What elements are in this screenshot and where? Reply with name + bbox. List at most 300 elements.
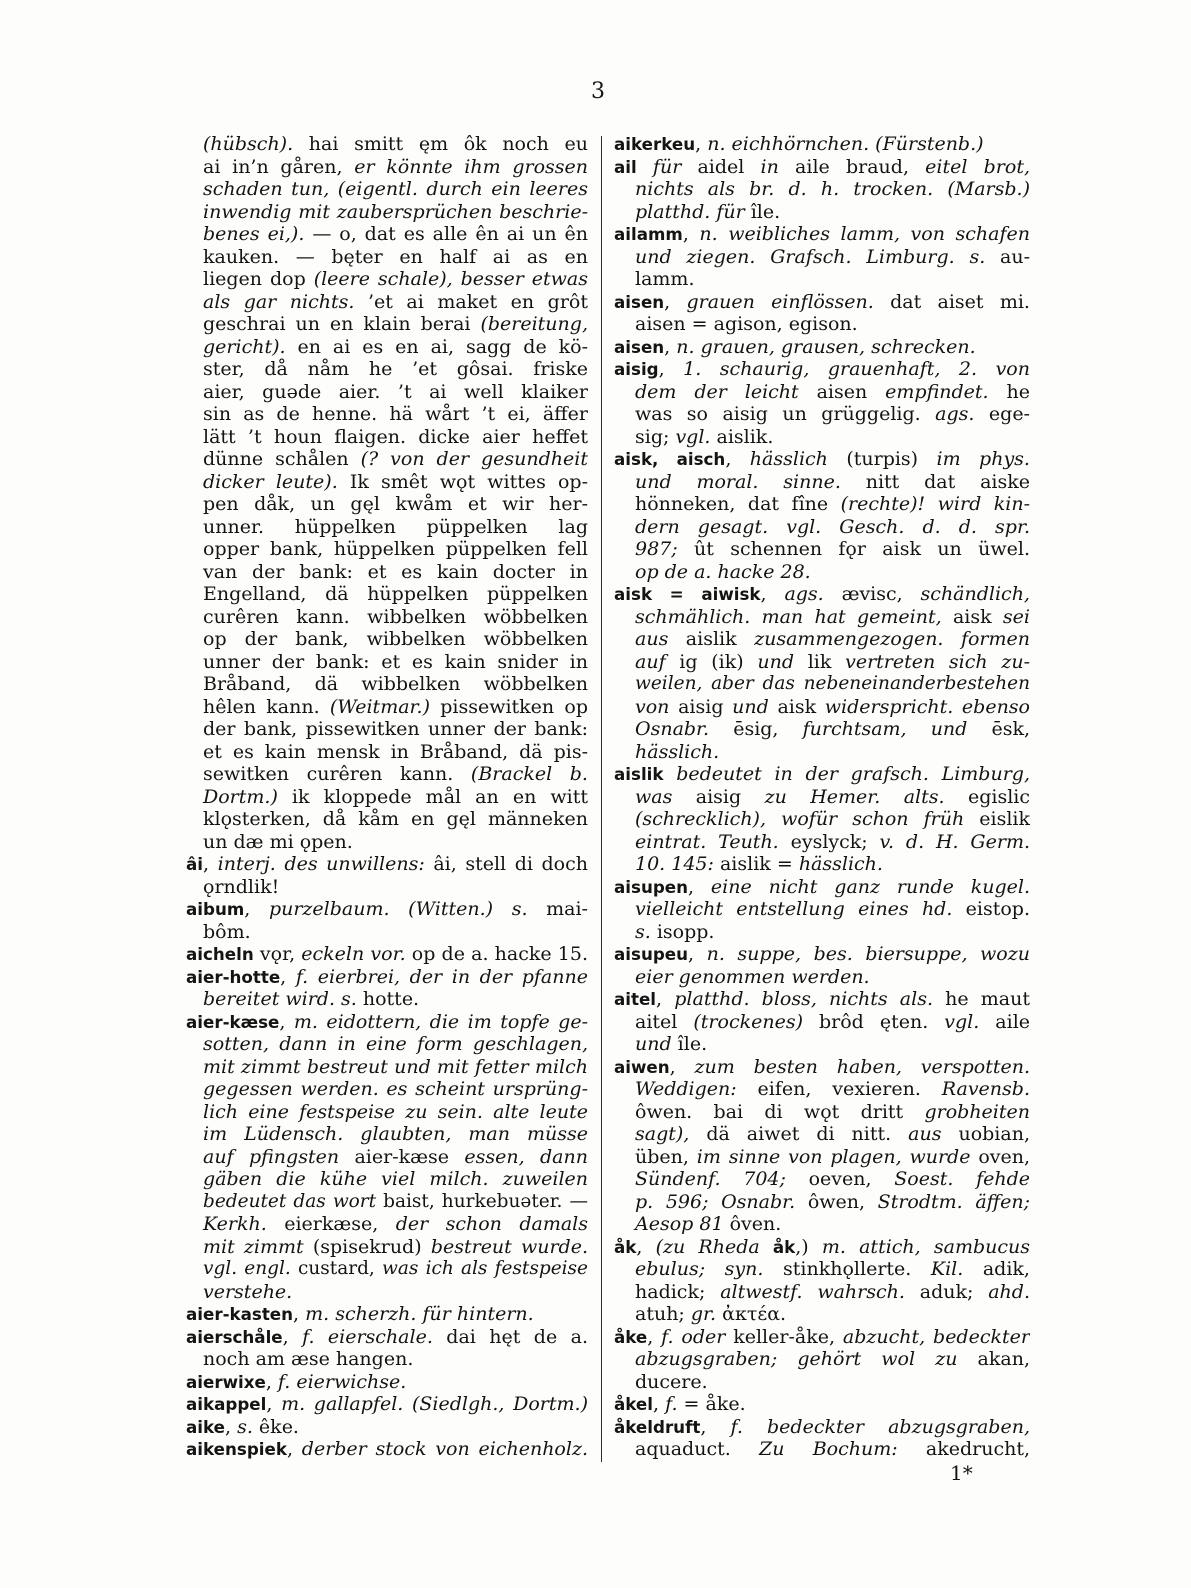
dictionary-line [186, 786, 588, 809]
italic-gloss: vgl. engl. [203, 1258, 291, 1279]
roman-text: aisk [941, 605, 1003, 628]
roman-text: ig (ik) [665, 650, 758, 673]
italic-gloss: als gar nichts. [203, 290, 355, 313]
dictionary-line [614, 313, 1030, 336]
entry-start-line [614, 223, 1030, 246]
headword: aisupen [614, 876, 689, 897]
italic-gloss: f. eierschale. [302, 1325, 433, 1348]
dictionary-line [186, 831, 588, 854]
dictionary-line [614, 1101, 1030, 1124]
roman-text: sewitken curêren kann. [203, 763, 471, 785]
roman-text: ēsig, [709, 718, 803, 740]
entry-start-line [614, 943, 1030, 966]
dictionary-line [614, 1371, 1030, 1394]
roman-text: nitt dat aiske [840, 470, 1030, 493]
italic-gloss: s. [635, 920, 651, 943]
italic-gloss: (trockenes) [693, 1010, 803, 1033]
roman-text: aidel [681, 155, 761, 178]
italic-gloss: ahd. [988, 1280, 1030, 1303]
headword: aike [186, 1416, 225, 1437]
dictionary-line [186, 763, 588, 786]
italic-gloss: zusammengezogen. formen [754, 628, 1030, 650]
roman-text: — o, dat es alle ên ai un ên [304, 223, 588, 245]
roman-text: üben, [635, 1145, 697, 1168]
roman-text: bôm. [203, 920, 251, 943]
dictionary-line [186, 1281, 588, 1304]
headword: aierschåle [186, 1326, 283, 1347]
roman-text: dat aiset mi. [873, 290, 1030, 313]
italic-gloss: Weddigen: [635, 1078, 737, 1100]
roman-text: dünne schålen [203, 448, 361, 470]
italic-gloss: dern gesagt. vgl. Gesch. d. d. spr. [635, 515, 1030, 538]
roman-text: , [725, 448, 750, 470]
dictionary-line [614, 381, 1030, 404]
dictionary-line [186, 291, 588, 314]
dictionary-line [614, 538, 1030, 561]
roman-text: liegen dop [203, 268, 314, 290]
entry-start-line [614, 358, 1030, 381]
entry-start-line [614, 583, 1030, 606]
italic-gloss: f. bedeckter abzugsgraben, [730, 1415, 1030, 1438]
dictionary-line [186, 201, 588, 224]
dictionary-line [186, 516, 588, 539]
dictionary-line [186, 1033, 588, 1056]
roman-text: hadick; [635, 1280, 721, 1303]
roman-text: opper bank, hüppelken püppelken fell [203, 538, 588, 560]
headword: aikerkeu [614, 134, 696, 154]
roman-text: ēsk, [967, 718, 1030, 740]
italic-gloss: s. [237, 1415, 253, 1438]
dictionary-line [614, 1348, 1030, 1371]
dictionary-line [186, 988, 588, 1011]
headword: aibum [186, 899, 245, 919]
dictionary-line [614, 651, 1030, 674]
roman-text: , [688, 875, 711, 898]
entry-start-line [614, 133, 1030, 156]
headword: aier-kæse [186, 1011, 280, 1032]
roman-text [664, 763, 677, 785]
headword: aislik [614, 764, 664, 784]
italic-gloss: zum besten haben, verspotten. [694, 1055, 1030, 1078]
italic-gloss: widerspricht. ebenso [824, 695, 1030, 718]
roman-text: eyslyck; [778, 830, 880, 853]
italic-gloss: n. weibliches lamm, von schafen [699, 223, 1030, 245]
dictionary-line [186, 403, 588, 426]
italic-gloss: eitel brot, [925, 155, 1030, 178]
roman-text: van der bank: et es kain docter in [203, 560, 588, 583]
italic-gloss: abzucht, bedeckter [842, 1325, 1030, 1348]
roman-text: , [695, 133, 708, 155]
roman-text: aier, guəde aier. ’t ai well klaiker [203, 380, 588, 403]
dictionary-line [614, 606, 1030, 629]
headword: aisk, aisch [614, 449, 726, 469]
italic-gloss: gr. [690, 1303, 717, 1325]
dictionary-line [614, 201, 1030, 224]
dictionary-line [186, 921, 588, 944]
headword: aier-hotte [186, 966, 281, 987]
roman-text: custard, [290, 1258, 383, 1279]
italic-gloss: f. [665, 1393, 678, 1415]
italic-gloss: im phys. [936, 448, 1030, 470]
headword: aisen [614, 336, 665, 357]
dictionary-line [186, 313, 588, 336]
roman-text: ût schennen fǫr aisk un üwel. [677, 538, 1030, 560]
italic-gloss: (leere schale), besser etwas [313, 268, 588, 290]
dictionary-line [186, 1191, 588, 1214]
italic-gloss: Kil. [930, 1258, 964, 1280]
italic-gloss: der schon damals [395, 1213, 588, 1235]
italic-gloss: 10. 145: [635, 853, 714, 875]
italic-gloss: mit zimmt [203, 1235, 304, 1258]
roman-text: isopp. [650, 920, 715, 943]
dictionary-line [186, 808, 588, 831]
dictionary-line [614, 1281, 1030, 1304]
entry-start-line [614, 763, 1030, 786]
dictionary-line [614, 921, 1030, 944]
headword: aikenspiek [186, 1439, 287, 1459]
italic-gloss: gäben die kühe viel milch. zuweilen [203, 1168, 588, 1190]
italic-gloss: (? von der gesundheit [360, 448, 588, 470]
italic-gloss: (zu Rheda [655, 1235, 760, 1258]
italic-gloss: und [732, 695, 769, 718]
roman-text: noch am æse hangen. [203, 1348, 414, 1370]
dictionary-line [614, 1123, 1030, 1146]
dictionary-line [614, 1213, 1030, 1236]
dictionary-line [186, 651, 588, 674]
italic-gloss: platthd. für [635, 200, 745, 223]
dictionary-line [614, 403, 1030, 426]
italic-gloss: furchtsam, und [802, 718, 968, 740]
dictionary-line [614, 268, 1030, 291]
italic-gloss: 1. schaurig, grauenhaft, 2. von [683, 358, 1030, 380]
italic-gloss: vgl. [675, 425, 711, 448]
roman-text: aile [979, 1010, 1030, 1033]
italic-gloss: p. 596; Osnabr. [635, 1190, 796, 1213]
dictionary-line [186, 741, 588, 764]
dictionary-line [186, 223, 588, 246]
roman-text: aislik. [710, 425, 774, 448]
left-column [186, 133, 588, 1461]
roman-text: egislic [944, 785, 1030, 808]
italic-gloss: purzelbaum. (Witten.) s. [268, 898, 528, 920]
headword: aikappel [186, 1394, 267, 1414]
italic-gloss: bedeutet in der grafsch. Limburg, [676, 763, 1030, 785]
roman-text: ôwen, [795, 1190, 878, 1213]
italic-gloss: ebulus; syn. [635, 1258, 764, 1280]
roman-text: , [286, 1438, 302, 1460]
italic-gloss: eine nicht ganz runde kugel. [710, 875, 1030, 898]
italic-gloss: verstehe. [203, 1280, 293, 1303]
italic-gloss: aus [908, 1123, 942, 1145]
italic-gloss: Soest. fehde [894, 1168, 1030, 1190]
roman-text: ik kloppede mål an en witt [277, 785, 588, 808]
italic-gloss: interj. des unwillens: [217, 853, 425, 875]
entry-start-line [614, 291, 1030, 314]
italic-gloss: m. attich, sambucus [821, 1235, 1030, 1258]
italic-gloss: bestreut wurde. [430, 1235, 588, 1258]
roman-text: der bank, pissewitken unner der bank: [203, 718, 588, 740]
italic-gloss: grobheiten [924, 1100, 1030, 1123]
roman-text: , [647, 1325, 662, 1348]
roman-text: , [653, 1393, 666, 1415]
dictionary-line [614, 178, 1030, 201]
roman-text: en ai es en ai, sagg de kö- [285, 335, 588, 358]
italic-gloss: inwendig mit zaubersprüchen beschrie- [203, 200, 588, 223]
italic-gloss: im Lüdensch. glaubten, man müsse [203, 1123, 588, 1145]
dictionary-line [614, 1438, 1030, 1461]
dictionary-line [614, 1191, 1030, 1214]
italic-gloss: auf pfingsten [203, 1145, 340, 1168]
right-column [614, 133, 1030, 1461]
signature-mark: 1* [950, 1461, 973, 1485]
entry-start-line [186, 898, 588, 921]
italic-gloss: und [635, 1033, 672, 1055]
roman-text: eistop. [952, 898, 1030, 920]
dictionary-line [186, 358, 588, 381]
roman-text: , [636, 1235, 656, 1258]
entry-start-line [186, 1371, 588, 1394]
italic-gloss: von [635, 695, 670, 718]
dictionary-line [186, 336, 588, 359]
roman-text: Engelland, dä hüppelken püppelken [203, 583, 588, 605]
roman-text: aisen [798, 380, 886, 403]
roman-text: ege- [974, 403, 1030, 425]
roman-text: eislik [964, 808, 1030, 830]
dictionary-line [614, 786, 1030, 809]
italic-gloss: für [652, 155, 682, 178]
italic-gloss: im sinne von plagen, wurde [696, 1145, 971, 1168]
roman-text: unner. hüppelken püppelken lag [203, 515, 588, 538]
dictionary-line [614, 831, 1030, 854]
roman-text: ôwen. bai di wǫt dritt [635, 1100, 925, 1123]
headword: aitel [614, 989, 657, 1009]
entry-start-line [186, 966, 588, 989]
headword: aisk = aiwisk [614, 584, 761, 604]
italic-gloss: Dortm.) [203, 785, 278, 808]
entry-start-line [186, 853, 588, 876]
roman-text: geschrai un en klain berai [203, 313, 481, 335]
italic-gloss: gericht). [203, 335, 286, 358]
italic-gloss: m. eidottern, die im topfe ge- [293, 1010, 588, 1033]
roman-text: hai smitt ęm ôk noch eu [293, 133, 588, 155]
italic-gloss: hässlich [749, 448, 828, 470]
roman-text: aisk [768, 695, 825, 718]
italic-gloss: Osnabr. [635, 718, 710, 740]
italic-gloss: gegessen werden. es scheint ursprüng- [203, 1078, 588, 1100]
roman-text: curêren kann. wibbelken wöbbelken [203, 605, 588, 628]
roman-text: aitel [635, 1010, 694, 1033]
roman-text: , [280, 965, 296, 988]
dictionary-line [186, 538, 588, 561]
dictionary-line [186, 1078, 588, 1101]
entry-start-line [614, 1326, 1030, 1349]
roman-text: ai in’n gåren, [203, 155, 355, 178]
entry-start-line [186, 1416, 588, 1439]
roman-text: kauken. — bęter en half ai as en [203, 245, 588, 268]
dictionary-line [614, 696, 1030, 719]
roman-text: un dæ mi ǫpen. [203, 830, 353, 853]
roman-text: aislik = [713, 853, 799, 875]
roman-text: , [282, 1325, 303, 1348]
dictionary-line [614, 1258, 1030, 1281]
roman-text: , [688, 943, 707, 965]
dictionary-line [614, 561, 1030, 584]
italic-gloss: dem der leicht [635, 380, 799, 403]
roman-text: lik [794, 650, 846, 673]
roman-text: baist, hurkebuəter. — [376, 1190, 588, 1212]
headword: ailamm [614, 224, 683, 244]
italic-gloss: n. suppe, bes. biersuppe, wozu [706, 943, 1030, 965]
italic-gloss: altwestf. wahrsch. [720, 1280, 905, 1303]
roman-text: âi, stell di doch [424, 853, 588, 875]
roman-text: (turpis) [827, 448, 937, 470]
italic-gloss: und moral. sinne. [635, 470, 841, 493]
roman-text: akedrucht, [897, 1438, 1030, 1460]
italic-gloss: Zu Bochum: [759, 1438, 898, 1460]
roman-text: vǫr, [253, 943, 302, 965]
roman-text: , [656, 988, 675, 1010]
roman-text: uobian, [941, 1123, 1030, 1145]
entry-start-line [614, 1056, 1030, 1079]
dictionary-line [614, 808, 1030, 831]
roman-text: klǫsterken, då kåm en gęl männeken [203, 808, 588, 830]
entry-start-line [614, 448, 1030, 471]
dictionary-line [186, 673, 588, 696]
dictionary-line [186, 1168, 588, 1191]
roman-text: pissewitken op [429, 695, 588, 718]
italic-gloss: derber stock von eichenholz. [301, 1438, 588, 1460]
italic-gloss: auf [635, 650, 666, 673]
dictionary-line [186, 583, 588, 606]
italic-gloss: vertreten sich zu- [845, 650, 1030, 673]
italic-gloss: schändlich, [920, 583, 1030, 605]
entry-start-line [614, 1416, 1030, 1439]
roman-text: , [664, 290, 687, 313]
italic-gloss: (schrecklich), wofür schon früh [635, 808, 965, 830]
headword: åk [772, 1236, 796, 1257]
dictionary-line [614, 1011, 1030, 1034]
italic-gloss: n. eichhörnchen. (Fürstenb.) [707, 133, 984, 155]
headword: aisig [614, 359, 659, 379]
dictionary-line [186, 493, 588, 516]
roman-text: hêlen kann. [203, 695, 330, 718]
dictionary-line [186, 1236, 588, 1259]
dictionary-line [614, 1146, 1030, 1169]
roman-text: , [266, 1393, 282, 1415]
italic-gloss: m. scherzh. für hintern. [305, 1303, 534, 1325]
dictionary-line [614, 1303, 1030, 1326]
headword: åkeldruft [614, 1416, 701, 1437]
entry-start-line [186, 1438, 588, 1461]
dictionary-line [614, 966, 1030, 989]
entry-start-line [186, 1393, 588, 1416]
dictionary-line [186, 606, 588, 629]
italic-gloss: n. grauen, grausen, schrecken. [676, 335, 976, 358]
roman-text: au- [985, 245, 1030, 268]
roman-text: aislik [668, 628, 755, 650]
roman-text: oven, [970, 1145, 1030, 1168]
entry-start-line [614, 156, 1030, 179]
italic-gloss: zu Hemer. alts. [764, 785, 945, 808]
dictionary-line [614, 718, 1030, 741]
italic-gloss: Sündenf. 704; [635, 1168, 786, 1190]
roman-text: ǫrndlik! [203, 875, 280, 898]
headword: aier-kasten [186, 1304, 294, 1324]
roman-text: op de a. hacke 15. [405, 943, 588, 965]
italic-gloss: vielleicht entstellung eines hd. [635, 898, 953, 920]
roman-text: hönneken, dat fîne [635, 493, 841, 515]
italic-gloss: und ziegen. Grafsch. Limburg. s. [635, 245, 986, 268]
roman-text: , [279, 1010, 294, 1033]
dictionary-line [186, 1123, 588, 1146]
roman-text: ôven. [723, 1213, 782, 1235]
roman-text: brôd ęten. [803, 1010, 945, 1033]
roman-text: Ik smêt wǫt wittes op- [337, 470, 588, 493]
roman-text: stinkhǫllerte. [763, 1258, 931, 1280]
italic-gloss: bedeutet das wort [203, 1190, 377, 1212]
roman-text: unner der bank: et es kain snider in [203, 650, 588, 673]
dictionary-line [186, 156, 588, 179]
italic-gloss: Ravensb. [941, 1078, 1030, 1100]
roman-text: , [293, 1303, 306, 1325]
dictionary-line [186, 1101, 588, 1124]
roman-text: he maut [932, 988, 1030, 1010]
roman-text: he [988, 380, 1030, 403]
roman-text: op der bank, wibbelken wöbbelken [203, 628, 588, 650]
italic-gloss: eintrat. Teuth. [635, 830, 779, 853]
dictionary-line [186, 246, 588, 269]
roman-text: île. [744, 200, 781, 223]
dictionary-line [186, 628, 588, 651]
roman-text: oeven, [785, 1168, 895, 1190]
dictionary-line [614, 628, 1030, 651]
headword: aisupeu [614, 944, 689, 964]
roman-text: et es kain mensk in Bråband, dä pis- [203, 740, 588, 763]
italic-gloss: weilen, aber das nebeneinanderbestehen [635, 673, 1030, 694]
dictionary-line [614, 471, 1030, 494]
roman-text: mai- [527, 898, 588, 920]
roman-text: lätt ’t houn flaigen. dicke aier heffet [203, 425, 588, 448]
roman-text: ster, då nåm he ’et gôsai. friske [203, 358, 588, 380]
dictionary-line [186, 381, 588, 404]
entry-start-line [614, 876, 1030, 899]
dictionary-line [186, 1056, 588, 1079]
headword: åk [614, 1236, 637, 1257]
roman-text: , [700, 1415, 731, 1438]
roman-text [637, 156, 653, 178]
italic-gloss: grauen einflössen. [686, 290, 874, 313]
italic-gloss: ags. [784, 583, 824, 605]
headword: aierwixe [186, 1371, 266, 1392]
entry-start-line [186, 1011, 588, 1034]
roman-text: êke. [252, 1415, 299, 1438]
dictionary-line [186, 718, 588, 741]
italic-gloss: vgl. [944, 1010, 980, 1033]
roman-text: Bråband, dä wibbelken wöbbelken [203, 673, 588, 695]
column-divider [601, 136, 602, 1462]
roman-text: aquaduct. [635, 1438, 760, 1460]
italic-gloss: empfindet. [885, 380, 989, 403]
roman-text: , [682, 223, 700, 245]
dictionary-line [186, 178, 588, 201]
page-number: 3 [591, 79, 605, 104]
italic-gloss: schaden tun, (eigentl. durch ein leeres [203, 178, 588, 200]
italic-gloss: in [760, 155, 779, 178]
roman-text: aisig [669, 695, 733, 718]
italic-gloss: bereitet wird. s. [203, 988, 357, 1010]
italic-gloss: (hübsch). [203, 133, 294, 155]
headword: âi [186, 854, 203, 874]
